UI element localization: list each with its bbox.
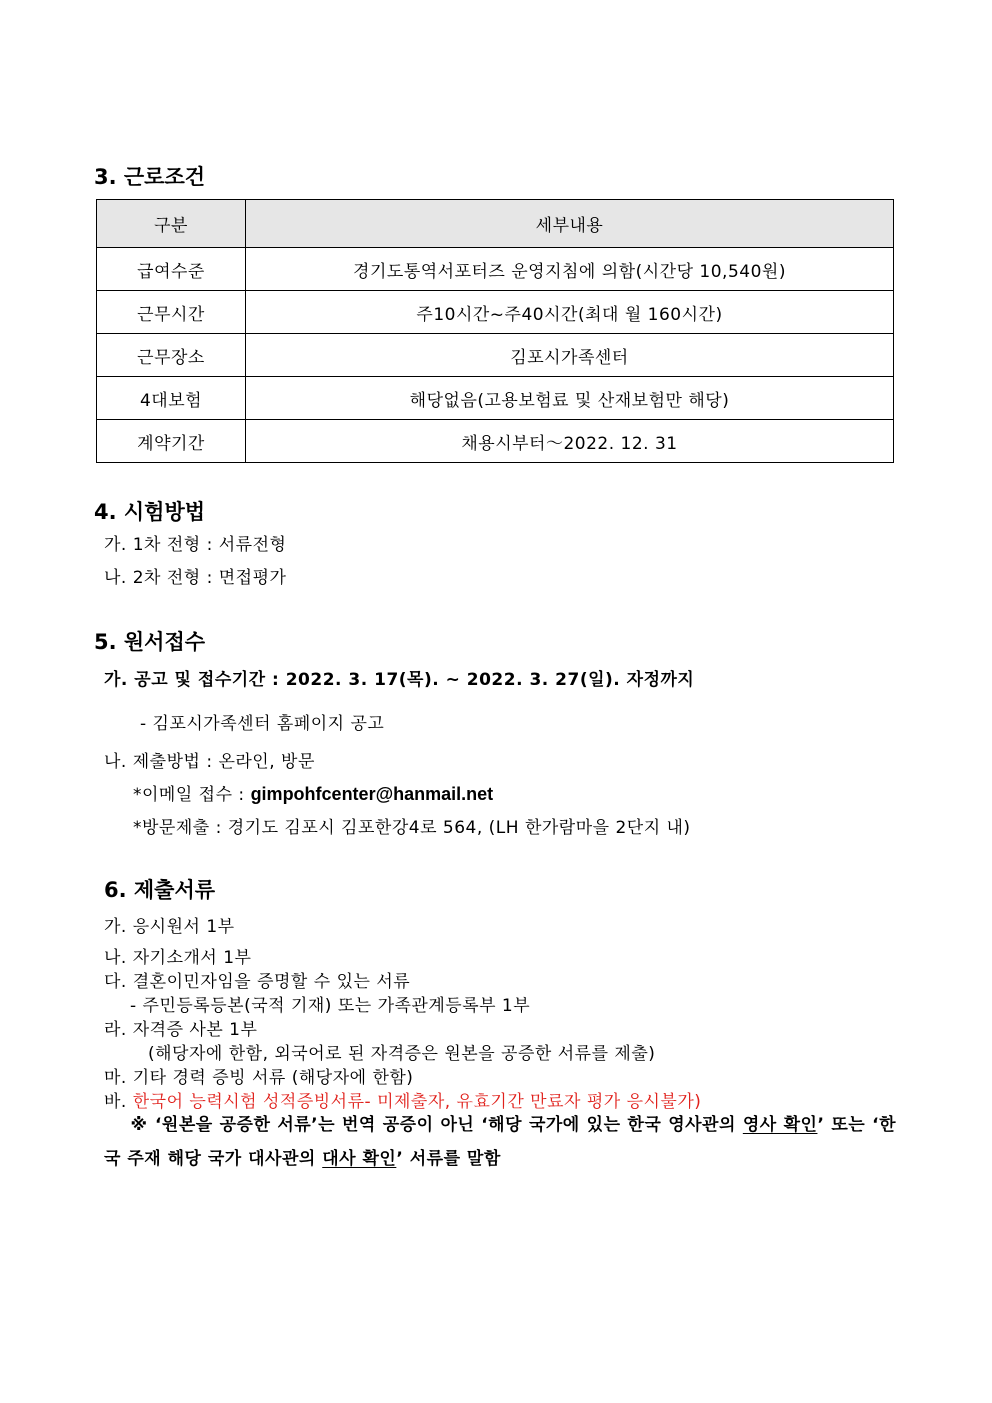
document-subitem: (해당자에 한함, 외국어로 된 자격증은 원본을 공증한 서류를 제출) — [148, 1044, 656, 1064]
table-cell-value: 주10시간~주40시간(최대 월 160시간) — [246, 291, 894, 334]
table-header-details: 세부내용 — [246, 200, 894, 248]
table-cell-value: 김포시가족센터 — [246, 334, 894, 377]
email-address: gimpohfcenter@hanmail.net — [250, 784, 494, 804]
document-item: 다. 결혼이민자임을 증명할 수 있는 서류 — [104, 972, 411, 992]
document-item-prefix: 바. — [104, 1092, 133, 1112]
table-cell-label: 급여수준 — [97, 248, 246, 291]
work-conditions-table — [96, 199, 894, 463]
table-cell-value: 경기도통역서포터즈 운영지침에 의함(시간당 10,540원) — [246, 248, 894, 291]
korean-test-warning: 한국어 능력시험 성적증빙서류- 미제출자, 유효기간 만료자 평가 응시불가 — [132, 1092, 695, 1112]
section-heading-documents: 6. 제출서류 — [104, 878, 216, 902]
application-email-line — [133, 780, 493, 805]
document-item: 나. 자기소개서 1부 — [104, 948, 252, 968]
document-subitem: - 주민등록등본(국적 기재) 또는 가족관계등록부 1부 — [130, 996, 531, 1016]
application-method: 나. 제출방법 : 온라인, 방문 — [104, 752, 315, 772]
document-item: 라. 자격증 사본 1부 — [104, 1020, 258, 1040]
email-label: *이메일 접수 : — [133, 785, 251, 805]
exam-item-second: 나. 2차 전형 : 면접평가 — [104, 568, 287, 588]
table-cell-value: 해당없음(고용보험료 및 산재보험만 해당) — [246, 377, 894, 420]
note-part3: ’ 서류를 말함 — [396, 1149, 501, 1169]
table-cell-value: 채용시부터～2022. 12. 31 — [246, 420, 894, 463]
table-cell-label: 계약기간 — [97, 420, 246, 463]
table-row — [97, 334, 894, 377]
table-row — [97, 291, 894, 334]
table-cell-label: 근무시간 — [97, 291, 246, 334]
table-cell-label: 근무장소 — [97, 334, 246, 377]
table-header-row — [97, 200, 894, 248]
table-row — [97, 420, 894, 463]
note-underline-embassy: 대사 확인 — [322, 1149, 397, 1169]
note-underline-consul: 영사 확인 — [742, 1115, 818, 1135]
note-part2: ’ 또는 ‘한국 주재 해당 국가 대사관의 — [104, 1115, 896, 1169]
notarization-note — [104, 1108, 896, 1176]
application-visit: *방문제출 : 경기도 김포시 김포한강4로 564, (LH 한가람마을 2단지 내) — [133, 818, 691, 838]
note-part1: ※ ‘원본을 공증한 서류’는 번역 공증이 아닌 ‘해당 국가에 있는 한국 영사관의 — [130, 1115, 743, 1135]
table-cell-label: 4대보험 — [97, 377, 246, 420]
application-notice: - 김포시가족센터 홈페이지 공고 — [140, 714, 385, 734]
document-item: 마. 기타 경력 증빙 서류 (해당자에 한함) — [104, 1068, 414, 1088]
section-heading-exam-method: 4. 시험방법 — [94, 500, 206, 524]
exam-item-first: 가. 1차 전형 : 서류전형 — [104, 535, 287, 555]
table-header-category: 구분 — [97, 200, 246, 248]
application-period: 가. 공고 및 접수기간 : 2022. 3. 17(목). ~ 2022. 3. 27(일). 자정까지 — [104, 670, 695, 690]
section-heading-work-conditions: 3. 근로조건 — [94, 165, 206, 189]
korean-test-suffix: ) — [694, 1092, 702, 1112]
table-row — [97, 248, 894, 291]
table-row — [97, 377, 894, 420]
section-heading-application: 5. 원서접수 — [94, 630, 206, 654]
document-item: 가. 응시원서 1부 — [104, 917, 235, 937]
